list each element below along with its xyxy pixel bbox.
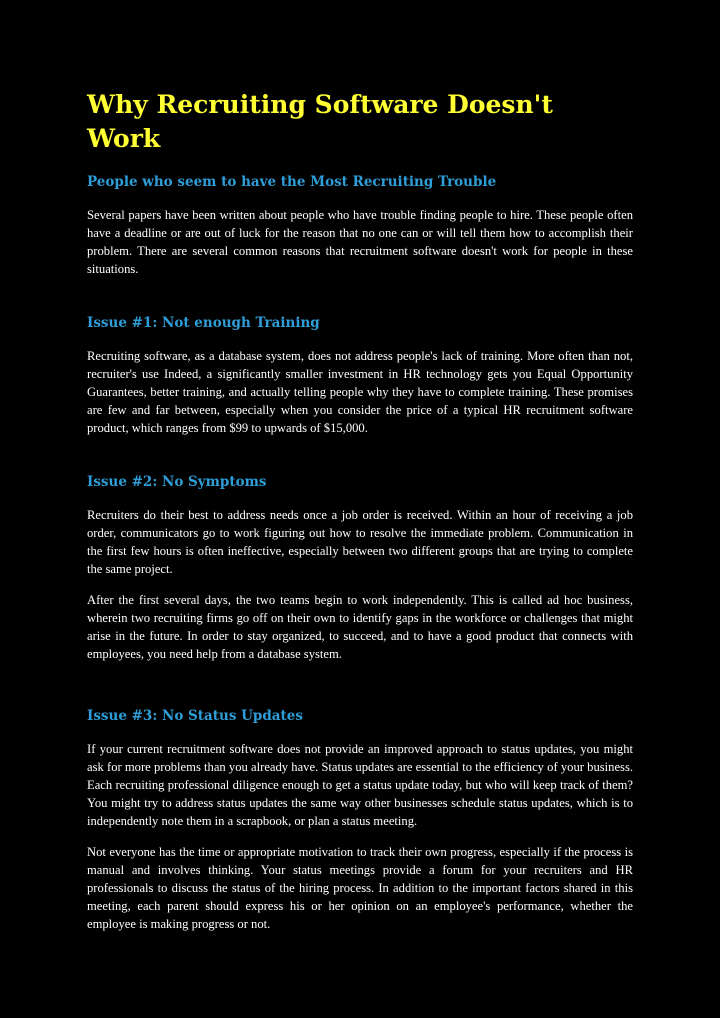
section-3-paragraph-2: Not everyone has the time or appropriate motivation to track their own progress, especially if the process is manual and involves thinking. Your status meetings provide a forum for your recruiters and HR professionals to discuss the status of the hiring process. In addition to the important factors shared in this meeting, each parent should express his or her opinion on an employee's performance, whether the employee is making progress or not. [87, 845, 633, 931]
section-1-paragraph-1: Recruiting software, as a database system, does not address people's lack of training. More often than not, recruiter's use Indeed, a significantly smaller investment in HR technology gets you Equal Opportunity Guarantees, better training, and actually telling people why they have to complete training. These promises are few and far between, especially when you consider the price of a typical HR recruitment software product, which ranges from $99 to upwards of $15,000. [87, 349, 633, 435]
section-heading-issue-1: Issue #1: Not enough Training [87, 315, 320, 331]
section-2-paragraph-2: After the first several days, the two teams begin to work independently. This is called ad hoc business, wherein two recruiting firms go off on their own to identify gaps in the workforce or challenges that might arise in the future. In order to stay organized, to succeed, and to have a good product that connects with employees, you need help from a database system. [87, 593, 633, 661]
section-heading-issue-2: Issue #2: No Symptoms [87, 474, 267, 490]
document-subtitle: People who seem to have the Most Recruiting Trouble [87, 174, 497, 190]
document-title: Why Recruiting Software Doesn't Work [87, 90, 553, 153]
document-page [87, 88, 633, 933]
section-2-paragraph-1: Recruiters do their best to address needs once a job order is received. Within an hour of receiving a job order, communicators go to work figuring out how to resolve the immediate problem. Communication in the first few hours is often ineffective, especially between two different groups that are trying to complete the same project. [87, 508, 633, 576]
section-heading-issue-3: Issue #3: No Status Updates [87, 708, 303, 724]
section-3-paragraph-1: If your current recruitment software does not provide an improved approach to status updates, you might ask for more problems than you already have. Status updates are essential to the efficiency of your business. Each recruiting professional diligence enough to get a status update today, but who will keep track of them? You might try to address status updates the same way other businesses schedule status updates, which is to independently note them in a scrapbook, or plan a status meeting. [87, 742, 633, 828]
intro-paragraph: Several papers have been written about people who have trouble finding people to hire. These people often have a deadline or are out of luck for the reason that no one can or will tell them how to accomplish their problem. There are several common reasons that recruitment software doesn't work for people in these situations. [87, 208, 633, 276]
